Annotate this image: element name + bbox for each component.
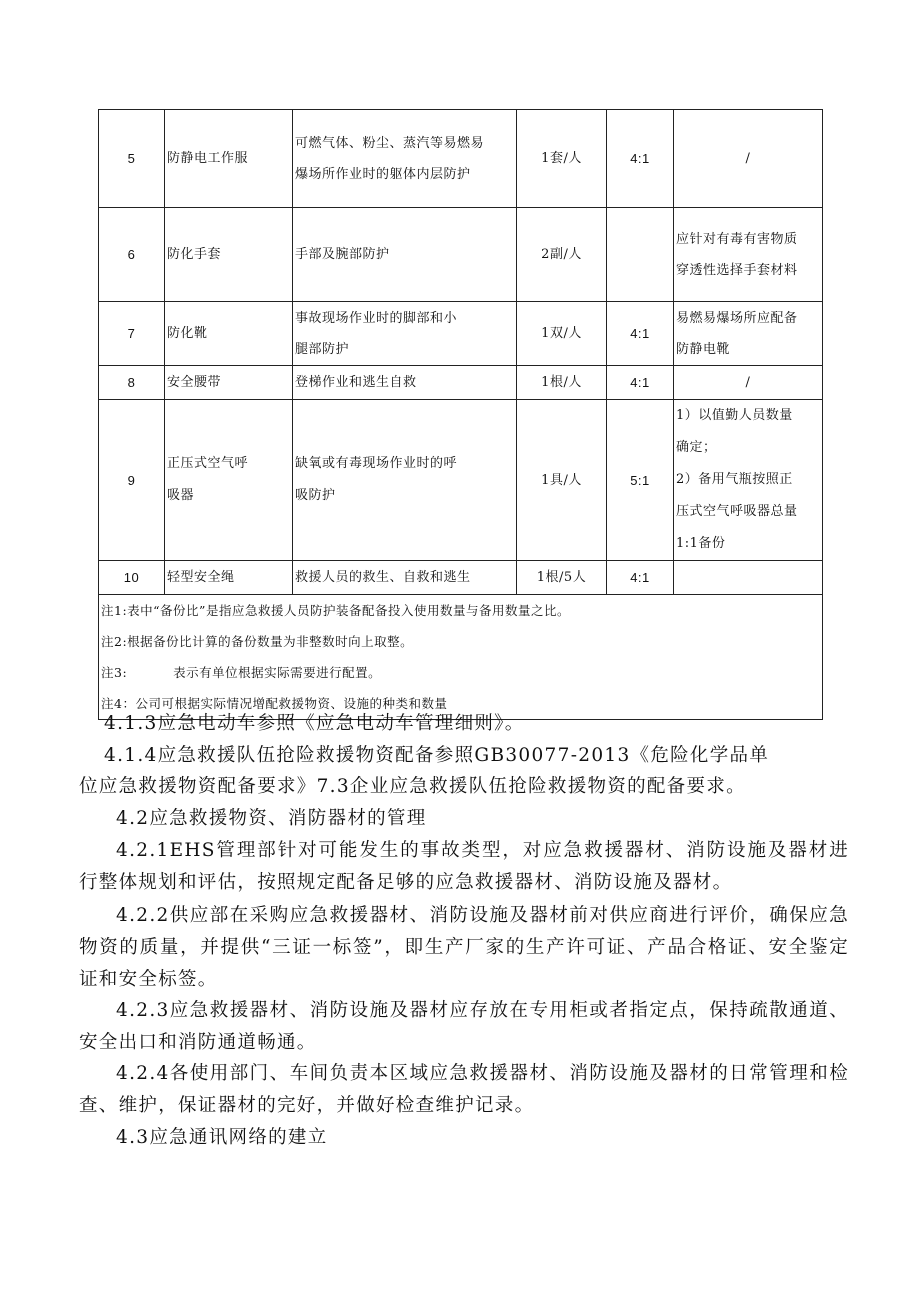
item-usage: 救援人员的救生、自救和逃生 [293,561,517,595]
item-name: 防静电工作服 [165,110,293,208]
table-row [99,110,823,208]
row-number: 8 [99,366,165,400]
row-number: 7 [99,302,165,366]
item-name: 防化手套 [165,208,293,302]
section-heading-4-3: 4.3应急通讯网络的建立 [116,1127,328,1148]
row-number: 5 [99,110,165,208]
item-usage: 事故现场作业时的脚部和小 腿部防护 [293,302,517,366]
item-remark: / [674,110,823,208]
item-quantity: 1双/人 [517,302,607,366]
paragraph-4-2-4: 4.2.4各使用部门、车间负责本区域应急救援器材、消防设施及器材的日常管理和检查、维护，保证器材的完好，并做好检查维护记录。 [79,1063,849,1116]
item-quantity: 1根/5人 [517,561,607,595]
item-usage: 可燃气体、粉尘、蒸汽等易燃易 爆场所作业时的躯体内层防护 [293,110,517,208]
row-number: 10 [99,561,165,595]
table-row [99,366,823,400]
item-quantity: 1套/人 [517,110,607,208]
row-number: 9 [99,400,165,561]
item-name: 正压式空气呼 吸器 [165,400,293,561]
section-heading-4-2: 4.2应急救援物资、消防器材的管理 [116,808,427,829]
item-name: 防化靴 [165,302,293,366]
item-quantity: 1具/人 [517,400,607,561]
item-usage: 登梯作业和逃生自救 [293,366,517,400]
backup-ratio: 5:1 [607,400,674,561]
item-remark: / [674,366,823,400]
item-quantity: 1根/人 [517,366,607,400]
paragraph-4-2-1: 4.2.1EHS管理部针对可能发生的事故类型，对应急救援器材、消防设施及器材进行整体规划和评估，按照规定配备足够的应急救援器材、消防设施及器材。 [79,840,849,893]
backup-ratio: 4:1 [607,561,674,595]
table-notes-row [99,595,823,720]
table-row [99,400,823,561]
backup-ratio: 4:1 [607,302,674,366]
item-usage: 手部及腕部防护 [293,208,517,302]
table-notes [99,595,823,720]
item-remark: 应针对有毒有害物质 穿透性选择手套材料 [674,208,823,302]
paragraph-4-1-3: 4.1.3应急电动车参照《应急电动车管理细则》。 [104,713,525,734]
backup-ratio [607,208,674,302]
table-row [99,561,823,595]
item-remark [674,561,823,595]
table-row [99,208,823,302]
backup-ratio: 4:1 [607,366,674,400]
protective-equipment-table [98,109,823,720]
paragraph-4-1-4-cont: 位应急救援物资配备要求》7.3企业应急救援队伍抢险救援物资的配备要求。 [79,776,746,797]
note-1: 注1:表中“备份比”是指应急救援人员防护装备配备投入使用数量与备用数量之比。 [101,603,570,618]
row-number: 6 [99,208,165,302]
item-remark: 1）以值勤人员数量 确定； 2）备用气瓶按照正 压式空气呼吸器总量 1:1备份 [674,400,823,561]
paragraph-4-2-3: 4.2.3应急救援器材、消防设施及器材应存放在专用柜或者指定点，保持疏散通道、安全出口和消防通道畅通。 [79,1000,849,1053]
paragraph-4-2-2: 4.2.2供应部在采购应急救援器材、消防设施及器材前对供应商进行评价，确保应急物资的质量，并提供“三证一标签”，即生产厂家的生产许可证、产品合格证、安全鉴定证和安全标签。 [79,905,849,990]
paragraph-4-1-4: 4.1.4应急救援队伍抢险救援物资配备参照GB30077-2013《危险化学品单 [104,745,770,766]
item-name: 安全腰带 [165,366,293,400]
backup-ratio: 4:1 [607,110,674,208]
note-2: 注2:根据备份比计算的备份数量为非整数时向上取整。 [101,634,414,649]
note-3: 注3: 表示有单位根据实际需要进行配置。 [101,665,382,680]
table-row [99,302,823,366]
item-remark: 易燃易爆场所应配备 防静电靴 [674,302,823,366]
item-name: 轻型安全绳 [165,561,293,595]
item-usage: 缺氧或有毒现场作业时的呼 吸防护 [293,400,517,561]
item-quantity: 2副/人 [517,208,607,302]
note-4: 注4：公司可根据实际情况增配救援物资、设施的种类和数量 [101,696,448,711]
